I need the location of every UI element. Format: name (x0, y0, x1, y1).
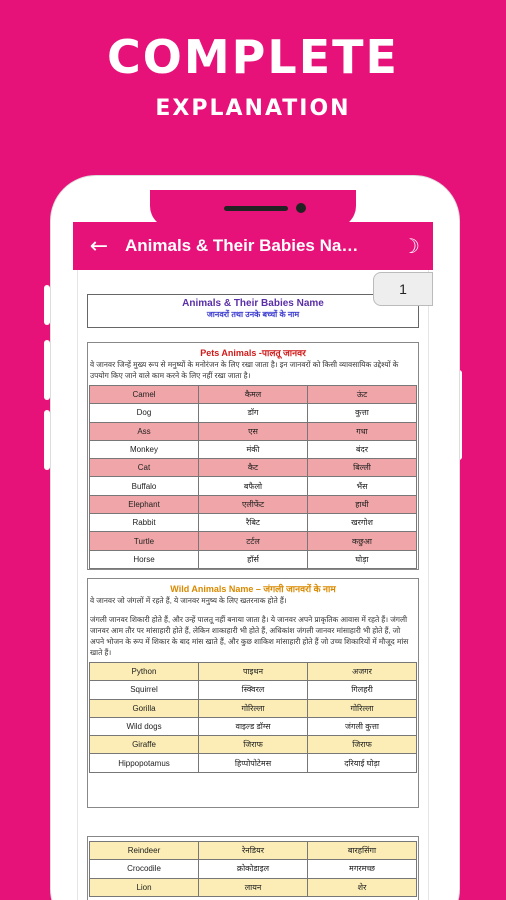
arrow-back-icon[interactable]: ← (89, 233, 109, 259)
wild-section-title: Wild Animals Name – जंगली जानवरों के नाम (170, 584, 336, 594)
table-cell: बारहसिंगा (308, 842, 417, 860)
table-cell: अजगर (308, 663, 417, 681)
table-cell: Gorilla (90, 699, 199, 717)
table-cell: गधा (308, 422, 417, 440)
table-cell: डॉग (199, 404, 308, 422)
table-row (90, 842, 417, 860)
wild-intro: वे जानवर जो जंगलों में रहते हैं, ये जानवर मनुष्य के लिए खतरनाक होते हैं। (90, 596, 287, 605)
wild-description: जंगली जानवर शिकारी होते हैं, और उन्हें पालतू नहीं बनाया जाता है। ये जानवर अपने प्राकृतिक आवास में रहते हैं। जंगली जानवर आम तौर पर मांसाहारी होते हैं, लेकिन शाकाहारी भी होते हैं, अधिकांश जंगली जानवर मांसाहारी भी होते हैं, जो अपने भोजन के रूप में शिकार के बाद मांस खाते हैं, और कुछ शाकिश मांसाहारी होते हैं जो उच्च शिकारियों में मौजूद मांस खाते हैं। (90, 615, 409, 657)
document-title-hi: जानवरों तथा उनके बच्चों के नाम (206, 310, 300, 319)
table-cell: मगरमच्छ (308, 860, 417, 878)
table-row (90, 404, 417, 422)
table-cell: कैट (199, 459, 308, 477)
table-cell: वाइल्ड डॉग्स (199, 717, 308, 735)
table-cell: बफैलो (199, 477, 308, 495)
table-cell: स्क्विरल (199, 681, 308, 699)
more-animals-table (89, 841, 417, 897)
table-cell: जंगली कुत्ता (308, 717, 417, 735)
table-cell: टर्टल (199, 532, 308, 550)
table-cell: Elephant (90, 495, 199, 513)
document-title-box (87, 294, 419, 328)
table-row (90, 681, 417, 699)
table-cell: गोरिल्ला (199, 699, 308, 717)
phone-speaker (224, 206, 288, 211)
table-cell: Giraffe (90, 736, 199, 754)
table-cell: क्रोकोडाइल (199, 860, 308, 878)
table-row (90, 477, 417, 495)
more-animals-section (87, 836, 419, 900)
table-row (90, 440, 417, 458)
table-row (90, 459, 417, 477)
table-row (90, 860, 417, 878)
table-row (90, 663, 417, 681)
table-cell: शेर (308, 878, 417, 896)
table-row (90, 754, 417, 772)
table-cell: लायन (199, 878, 308, 896)
table-row (90, 422, 417, 440)
table-cell: Cat (90, 459, 199, 477)
table-row (90, 550, 417, 568)
table-cell: मंकी (199, 440, 308, 458)
table-cell: Camel (90, 386, 199, 404)
table-cell: Ass (90, 422, 199, 440)
table-cell: कुत्ता (308, 404, 417, 422)
table-cell: रैबिट (199, 514, 308, 532)
table-cell: Hippopotamus (90, 754, 199, 772)
table-row (90, 495, 417, 513)
table-row (90, 532, 417, 550)
table-cell: बंदर (308, 440, 417, 458)
document-view[interactable] (73, 270, 433, 900)
moon-icon[interactable]: ☽ (402, 234, 420, 258)
table-cell: Buffalo (90, 477, 199, 495)
table-cell: हिप्पोपोटेमस (199, 754, 308, 772)
table-cell: पाइथन (199, 663, 308, 681)
table-cell: एलीफेंट (199, 495, 308, 513)
wild-section (87, 578, 419, 808)
pets-description: वे जानवर जिन्हें मुख्य रूप से मनुष्यों के मनोरंजन के लिए रखा जाता है। इन जानवरों को किसी व्यावसायिक उद्देश्यों के उपयोग किए जाने वाले काम करने के लिए नहीं रखा जाता है। (90, 360, 399, 380)
table-cell: बिल्ली (308, 459, 417, 477)
hero-title: COMPLETE (107, 30, 399, 84)
hero-subtitle: EXPLANATION (155, 96, 351, 121)
table-cell: भैंस (308, 477, 417, 495)
table-row (90, 699, 417, 717)
table-cell: Horse (90, 550, 199, 568)
table-cell: रेनडियर (199, 842, 308, 860)
app-bar-title: Animals & Their Babies Na… (125, 236, 359, 255)
table-row (90, 514, 417, 532)
table-cell: गिलहरी (308, 681, 417, 699)
table-cell: कछुआ (308, 532, 417, 550)
table-cell: ऊंट (308, 386, 417, 404)
table-cell: हॉर्स (199, 550, 308, 568)
pets-section (87, 342, 419, 570)
table-row (90, 878, 417, 896)
table-cell: Lion (90, 878, 199, 896)
table-row (90, 386, 417, 404)
table-cell: एस (199, 422, 308, 440)
pets-section-title: Pets Animals -पालतू जानवर (200, 348, 306, 358)
app-bar (73, 222, 433, 270)
document-title-en: Animals & Their Babies Name (182, 298, 324, 309)
table-cell: Reindeer (90, 842, 199, 860)
table-cell: Wild dogs (90, 717, 199, 735)
app-screen (73, 222, 433, 900)
table-cell: Crocodile (90, 860, 199, 878)
phone-camera (296, 203, 306, 213)
table-row (90, 717, 417, 735)
table-cell: जिराफ (308, 736, 417, 754)
table-cell: कैमल (199, 386, 308, 404)
pets-table (89, 385, 417, 569)
table-cell: Rabbit (90, 514, 199, 532)
table-cell: दरियाई घोड़ा (308, 754, 417, 772)
table-row (90, 736, 417, 754)
table-cell: घोड़ा (308, 550, 417, 568)
table-cell: खरगोश (308, 514, 417, 532)
table-cell: Squirrel (90, 681, 199, 699)
table-cell: Dog (90, 404, 199, 422)
table-cell: जिराफ (199, 736, 308, 754)
table-cell: गोरिल्ला (308, 699, 417, 717)
page-number-badge: 1 (373, 272, 433, 306)
table-cell: Turtle (90, 532, 199, 550)
table-cell: Python (90, 663, 199, 681)
table-cell: हाथी (308, 495, 417, 513)
table-cell: Monkey (90, 440, 199, 458)
wild-table (89, 662, 417, 773)
